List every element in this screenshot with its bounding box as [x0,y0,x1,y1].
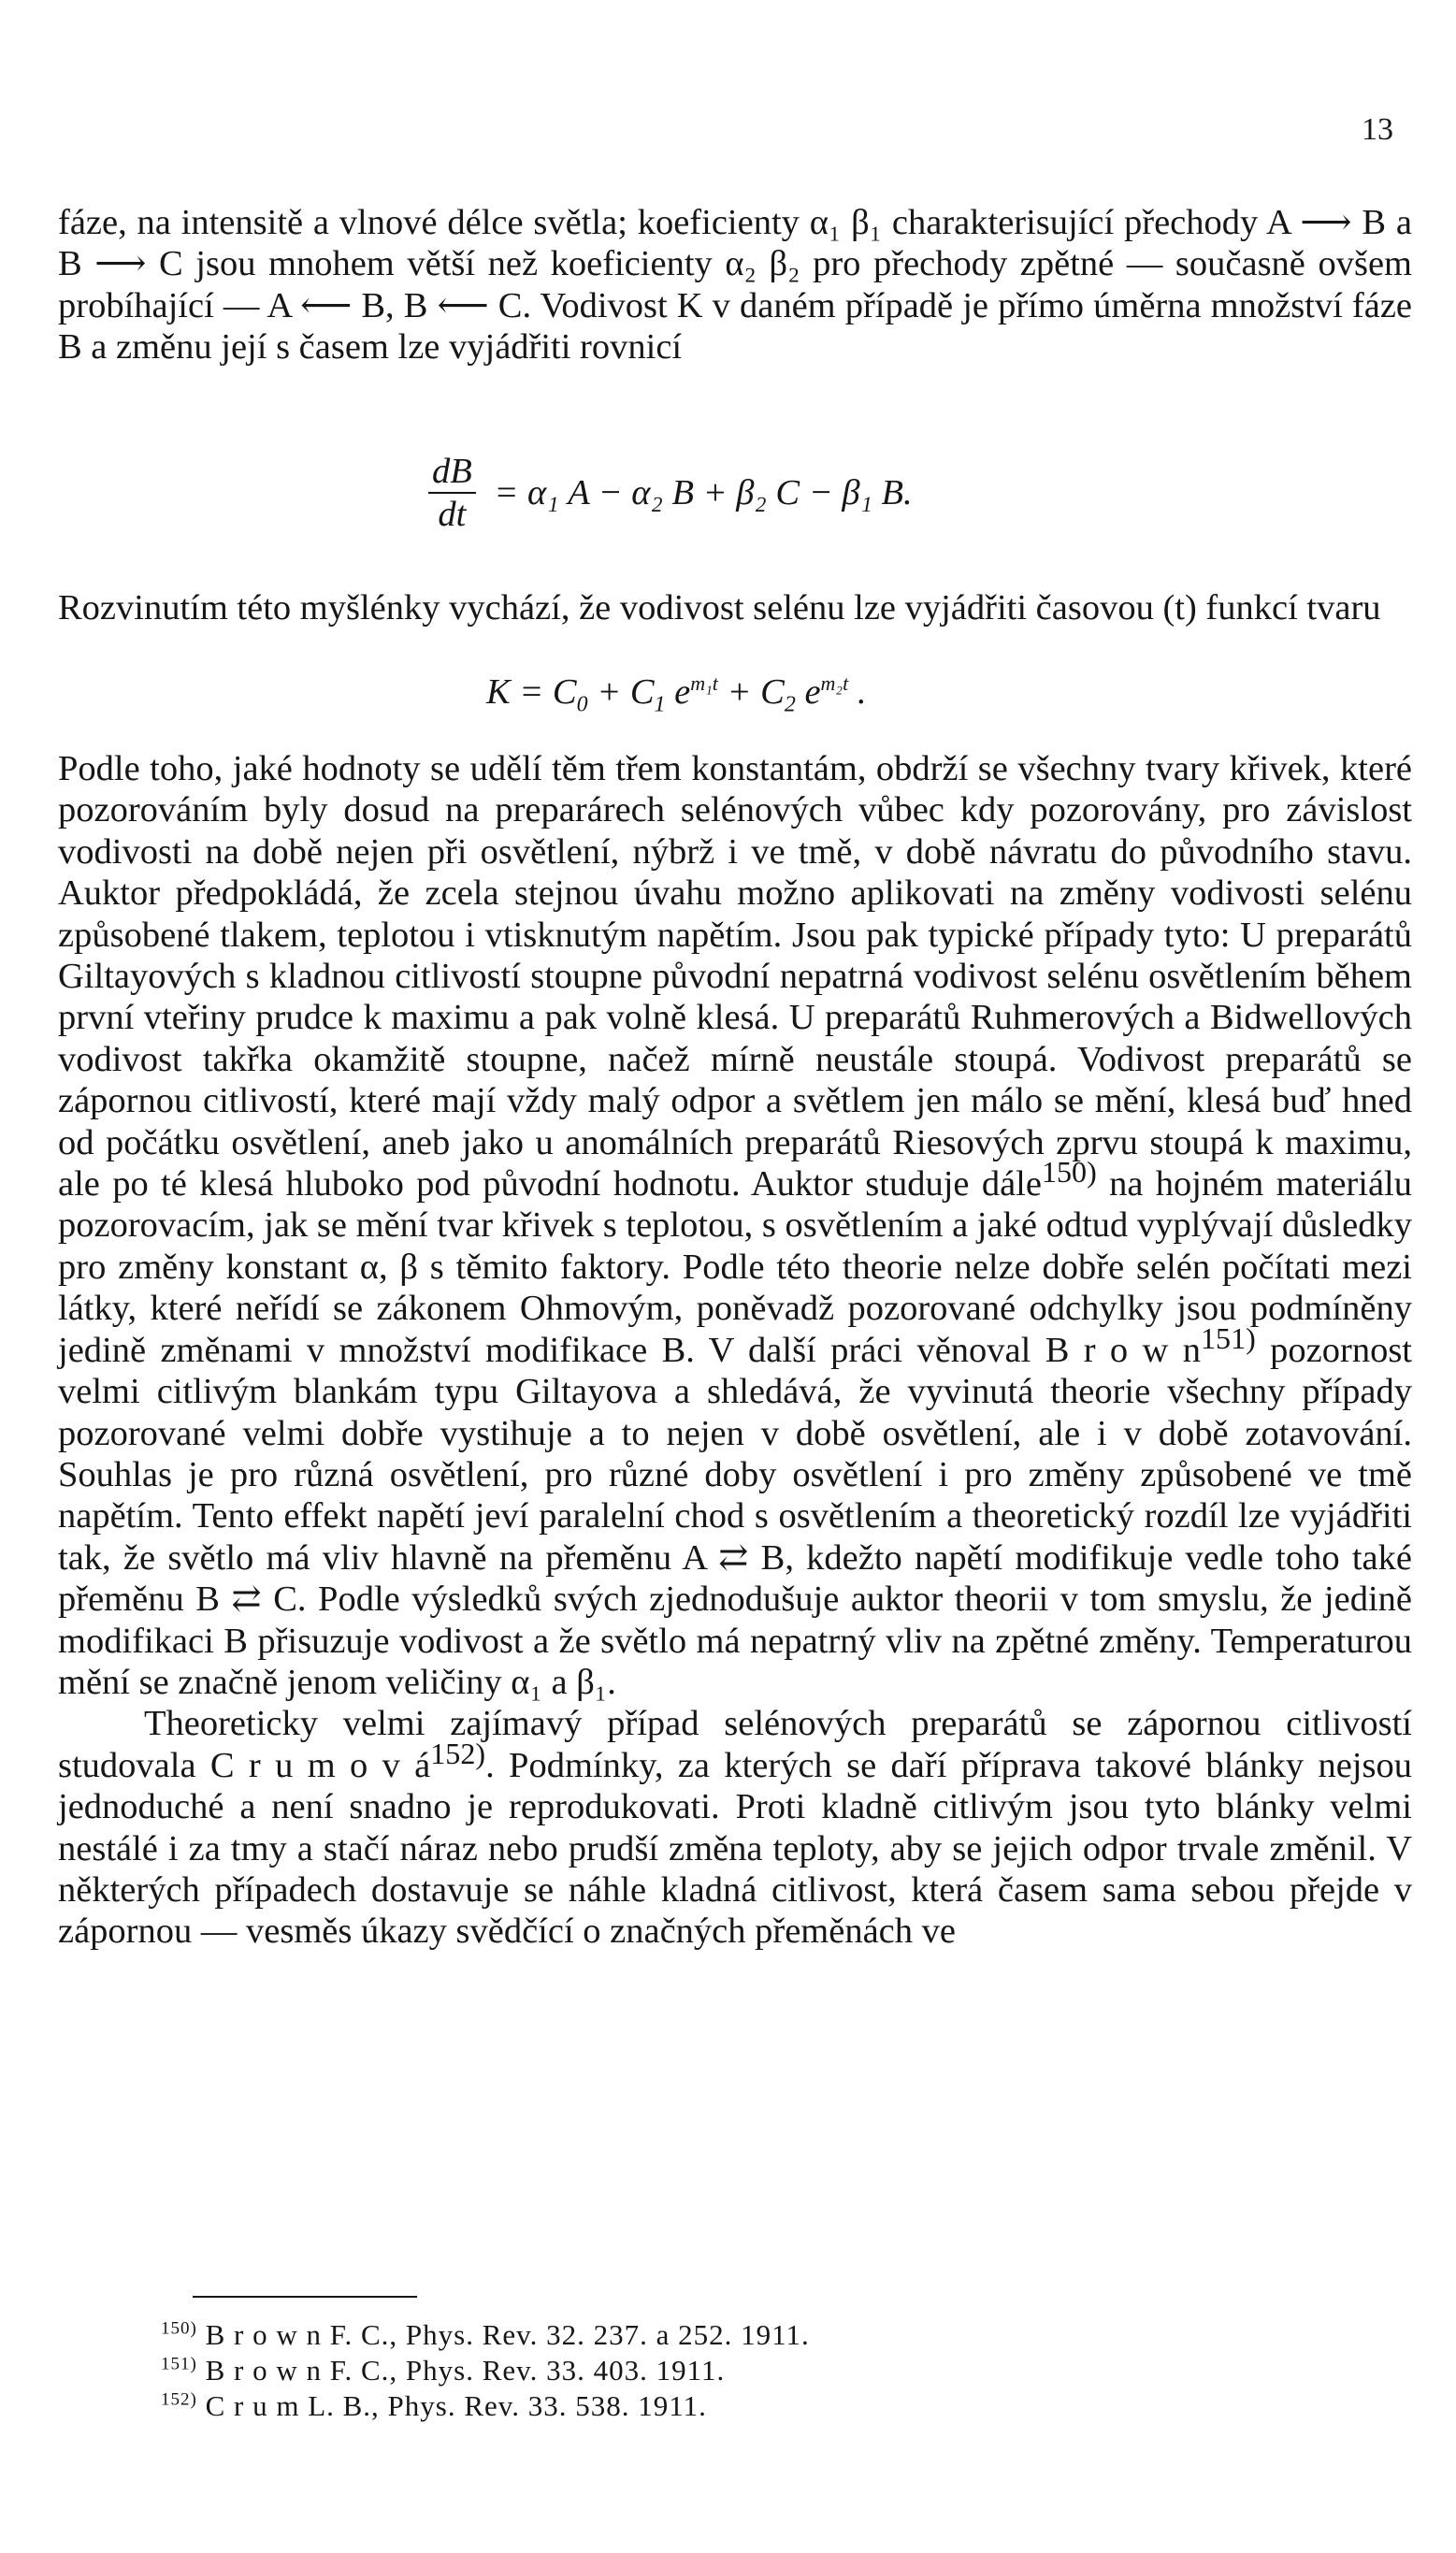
paragraph-2 [58,587,1412,628]
paragraph-3a: Podle toho, jaké hodnoty se udělí těm třem konstantám, obdrží se všechny tvary křivek, které pozorováním byly dosud na preparárech selénových vůbec kdy pozorovány, pro závislost vodivosti na době nejen při osvětlení, nýbrž i ve tmě, v době návratu do původního stavu. Auktor předpokládá, že zcela stejnou úvahu možno aplikovati na změny vodivosti selénu způsobené tlakem, teplotou i vtisknutým napětím. Jsou pak typické případy tyto: U preparátů Giltayových s kladnou citlivostí stoupne původní nepatrná vodivost selénu osvětlením během první vteřiny prudce k maximu a pak volně klesá. U preparátů Ruhmerových a Bidwellových vodivost takřka okamžitě stoupne, načež mírně neustále stoupá. Vodivost preparátů se zápornou citlivostí, které mají vždy malý odpor a světlem jen málo se mění, klesá buď hned od počátku osvětlení, aneb jako u anomálních preparátů Riesových zprvu stoupá k maximu, ale po té klesá hluboko pod původní hodnotu. Auktor studuje dále [58,749,1412,1204]
equation-1-rhs: = α₁ A − α₂ B + β₂ C − β₁ B. [494,473,913,512]
equation-1-denominator: dt [438,495,467,534]
paragraph-1-text: fáze, na intensitě a vlnové délce světla; koeficienty α₁ β₁ charakterisující přechody A ⟶ B a B ⟶ C jsou mnohem větší než koeficienty α₂ β₂ pro přechody zpětné — současně ovšem probíhající — A ⟵ B, B ⟵ C. Vodivost K v daném případě je přímo úměrna množství fáze B a změnu její s časem lze vyjádřiti rovnicí [58,203,1412,368]
footnote-text: B r o w n F. C., Phys. Rev. 33. 403. 1911. [196,2354,726,2387]
page-number: 13 [1362,112,1393,147]
equation-2-e1: e [665,672,691,712]
paragraph-3 [58,748,1412,1703]
equation-1-fraction [428,451,476,535]
equation-1-numerator: dB [428,451,476,494]
equation-2-exp2: m₂t [820,671,849,696]
equation-2-c2-sub: 2 [784,692,796,717]
paragraph-2-text: Rozvinutím této myšlénky vychází, že vodivost selénu lze vyjádřiti časovou (t) funkcí tvaru [58,588,1381,627]
footnote-text: C r u m L. B., Phys. Rev. 33. 538. 1911. [196,2389,707,2422]
footnotes [161,2317,810,2424]
main-text-block [58,748,1412,1953]
footnote-rule [193,2296,417,2298]
footnote-mark: 152) [161,2389,197,2410]
equation-2-end: . [848,672,867,712]
equation-1 [428,451,913,535]
equation-2-plus-2: + C [717,672,785,712]
paragraph-1 [58,202,1412,368]
footnote-text: B r o w n F. C., Phys. Rev. 32. 237. a 252. 1911. [196,2318,810,2351]
reference-150: 150) [1041,1155,1097,1190]
footnote-151 [161,2353,810,2388]
footnote-mark: 150) [161,2318,197,2339]
equation-2-lhs: K = C [486,672,577,712]
equation-2-c0-sub: 0 [576,692,588,717]
reference-151: 151) [1200,1320,1256,1355]
equation-2-e2: e [795,672,821,712]
footnote-152 [161,2388,810,2424]
paragraph-4b: . Podmínky, za kterých se daří příprava takové blánky nejsou jednoduché a není snadno je reprodukovati. Proti kladně citlivým jsou tyto blánky velmi nestálé i za tmy a stačí náraz nebo prudší změna teploty, aby se jejich odpor trvale změnil. V některých případech dostavuje se náhle kladná citlivost, která časem sama sebou přejde v zápornou — vesměs úkazy svědčící o značných přeměnách ve [58,1745,1412,1952]
equation-2-exp1: m₁t [690,671,718,696]
paragraph-4 [58,1703,1412,1952]
paragraph-4a: Theoreticky velmi zajímavý případ selénových preparátů se zápornou citlivostí studovala C r u m o v á [58,1704,1412,1785]
footnote-mark: 151) [161,2354,197,2374]
paragraph-3c: pozornost velmi citlivým blankám typu Giltayova a shledává, že vyvinutá theorie všechny případy pozorované velmi dobře vystihuje a to nejen v době osvětlení, ale i v době zotavování. Souhlas je pro různá osvětlení, pro různé doby osvětlení i pro změny způsobené ve tmě napětím. Tento effekt napětí jeví paralelní chod s osvětlením a theoretický rozdíl lze vyjádřiti tak, že světlo má vliv hlavně na přeměnu A ⇄ B, kdežto napětí modifikuje vedle toho také přeměnu B ⇄ C. Podle výsledků svých zjednodušuje auktor theorii v tom smyslu, že jedině modifikaci B přisuzuje vodivost a že světlo má nepatrný vliv na zpětné změny. Temperaturou mění se značně jenom veličiny α₁ a β₁. [58,1330,1413,1702]
paragraph-3b: na hojném materiálu pozorovacím, jak se mění tvar křivek s teplotou, s osvětlením a jaké odtud vyplývají důsledky pro změny konstant α, β s těmito faktory. Podle této theorie nelze dobře selén počítati mezi látky, které neřídí se zákonem Ohmovým, poněvadž pozorované odchylky jsou podmíněny jedině změnami v množství modifikace B. V další práci věnoval B r o w n [58,1164,1412,1370]
equation-2-plus-1: + C [587,672,655,712]
footnote-150 [161,2317,810,2353]
equation-2-c1-sub: 1 [654,692,666,717]
equation-2 [486,671,867,717]
reference-152: 152) [430,1736,486,1770]
